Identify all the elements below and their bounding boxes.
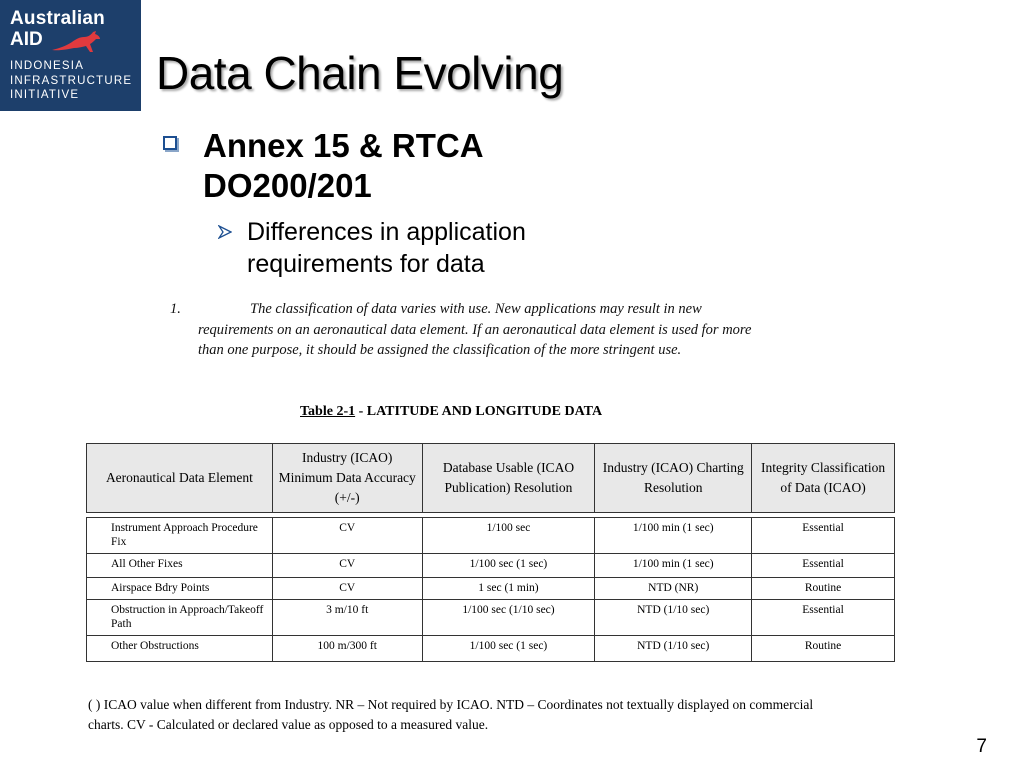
logo-line-1: Australian bbox=[10, 8, 105, 29]
table-cell: Routine bbox=[752, 578, 895, 600]
arrow-icon bbox=[218, 225, 232, 239]
table-cell: CV bbox=[272, 578, 422, 600]
logo-line-3: INDONESIA bbox=[10, 60, 85, 72]
table-header: Industry (ICAO) Minimum Data Accuracy (+/-) bbox=[272, 444, 422, 513]
table-cell: 1 sec (1 min) bbox=[422, 578, 595, 600]
table-cell: Obstruction in Approach/Takeoff Path bbox=[87, 600, 273, 636]
table-cell: NTD (1/10 sec) bbox=[595, 600, 752, 636]
table-cell: 1/100 sec bbox=[422, 518, 595, 554]
table-reference: Table 2-1 bbox=[300, 404, 356, 419]
table-cell: 1/100 sec (1 sec) bbox=[422, 554, 595, 578]
table-cell: NTD (1/10 sec) bbox=[595, 636, 752, 662]
table-cell: 3 m/10 ft bbox=[272, 600, 422, 636]
table-row bbox=[87, 636, 895, 662]
table-header: Integrity Classification of Data (ICAO) bbox=[752, 444, 895, 513]
table-header-row bbox=[87, 444, 895, 513]
australian-aid-logo bbox=[0, 0, 141, 111]
slide-title: Data Chain Evolving bbox=[156, 47, 564, 99]
bullet-2-text: Differences in application requirements for data bbox=[247, 218, 526, 278]
table-cell: Essential bbox=[752, 600, 895, 636]
table-cell: Essential bbox=[752, 554, 895, 578]
paragraph-number: 1. bbox=[170, 301, 181, 317]
table-cell: CV bbox=[272, 518, 422, 554]
lat-long-data-table bbox=[86, 443, 895, 662]
table-row bbox=[87, 578, 895, 600]
page-number: 7 bbox=[976, 736, 987, 757]
table-cell: Airspace Bdry Points bbox=[87, 578, 273, 600]
kangaroo-icon bbox=[50, 28, 106, 56]
table-footnote: ( ) ICAO value when different from Industry. NR – Not required by ICAO. NTD – Coordinates not textually displayed on commercial charts. CV - Calculated or declared value as opposed to a measured value. bbox=[88, 697, 814, 732]
table-cell: CV bbox=[272, 554, 422, 578]
table-cell: All Other Fixes bbox=[87, 554, 273, 578]
table-cell: 1/100 min (1 sec) bbox=[595, 554, 752, 578]
table-header: Aeronautical Data Element bbox=[87, 444, 273, 513]
table-row bbox=[87, 518, 895, 554]
logo-line-2: AID bbox=[10, 29, 43, 50]
table-cell: 100 m/300 ft bbox=[272, 636, 422, 662]
table-title-text: - LATITUDE AND LONGITUDE DATA bbox=[355, 404, 603, 419]
checkbox-icon bbox=[163, 136, 177, 150]
table-cell: Other Obstructions bbox=[87, 636, 273, 662]
table-cell: NTD (NR) bbox=[595, 578, 752, 600]
table-cell: Essential bbox=[752, 518, 895, 554]
paragraph-text: The classification of data varies with use. New applications may result in new requirements on an aeronautical data element. If an aeronautical data element is used for more than one purpose, it should be assigned the classification of the more stringent use. bbox=[198, 301, 752, 358]
table-cell: 1/100 sec (1 sec) bbox=[422, 636, 595, 662]
bullet-1-text: Annex 15 & RTCA DO200/201 bbox=[203, 127, 483, 204]
table-cell: 1/100 sec (1/10 sec) bbox=[422, 600, 595, 636]
logo-line-4: INFRASTRUCTURE bbox=[10, 74, 133, 87]
table-header: Database Usable (ICAO Publication) Resolution bbox=[422, 444, 595, 513]
logo-line-5: INITIATIVE bbox=[10, 89, 80, 101]
table-title bbox=[300, 404, 602, 420]
table-cell: Routine bbox=[752, 636, 895, 662]
table-row bbox=[87, 554, 895, 578]
table-cell: Instrument Approach Procedure Fix bbox=[87, 518, 273, 554]
table-header: Industry (ICAO) Charting Resolution bbox=[595, 444, 752, 513]
table-cell: 1/100 min (1 sec) bbox=[595, 518, 752, 554]
table-row bbox=[87, 600, 895, 636]
